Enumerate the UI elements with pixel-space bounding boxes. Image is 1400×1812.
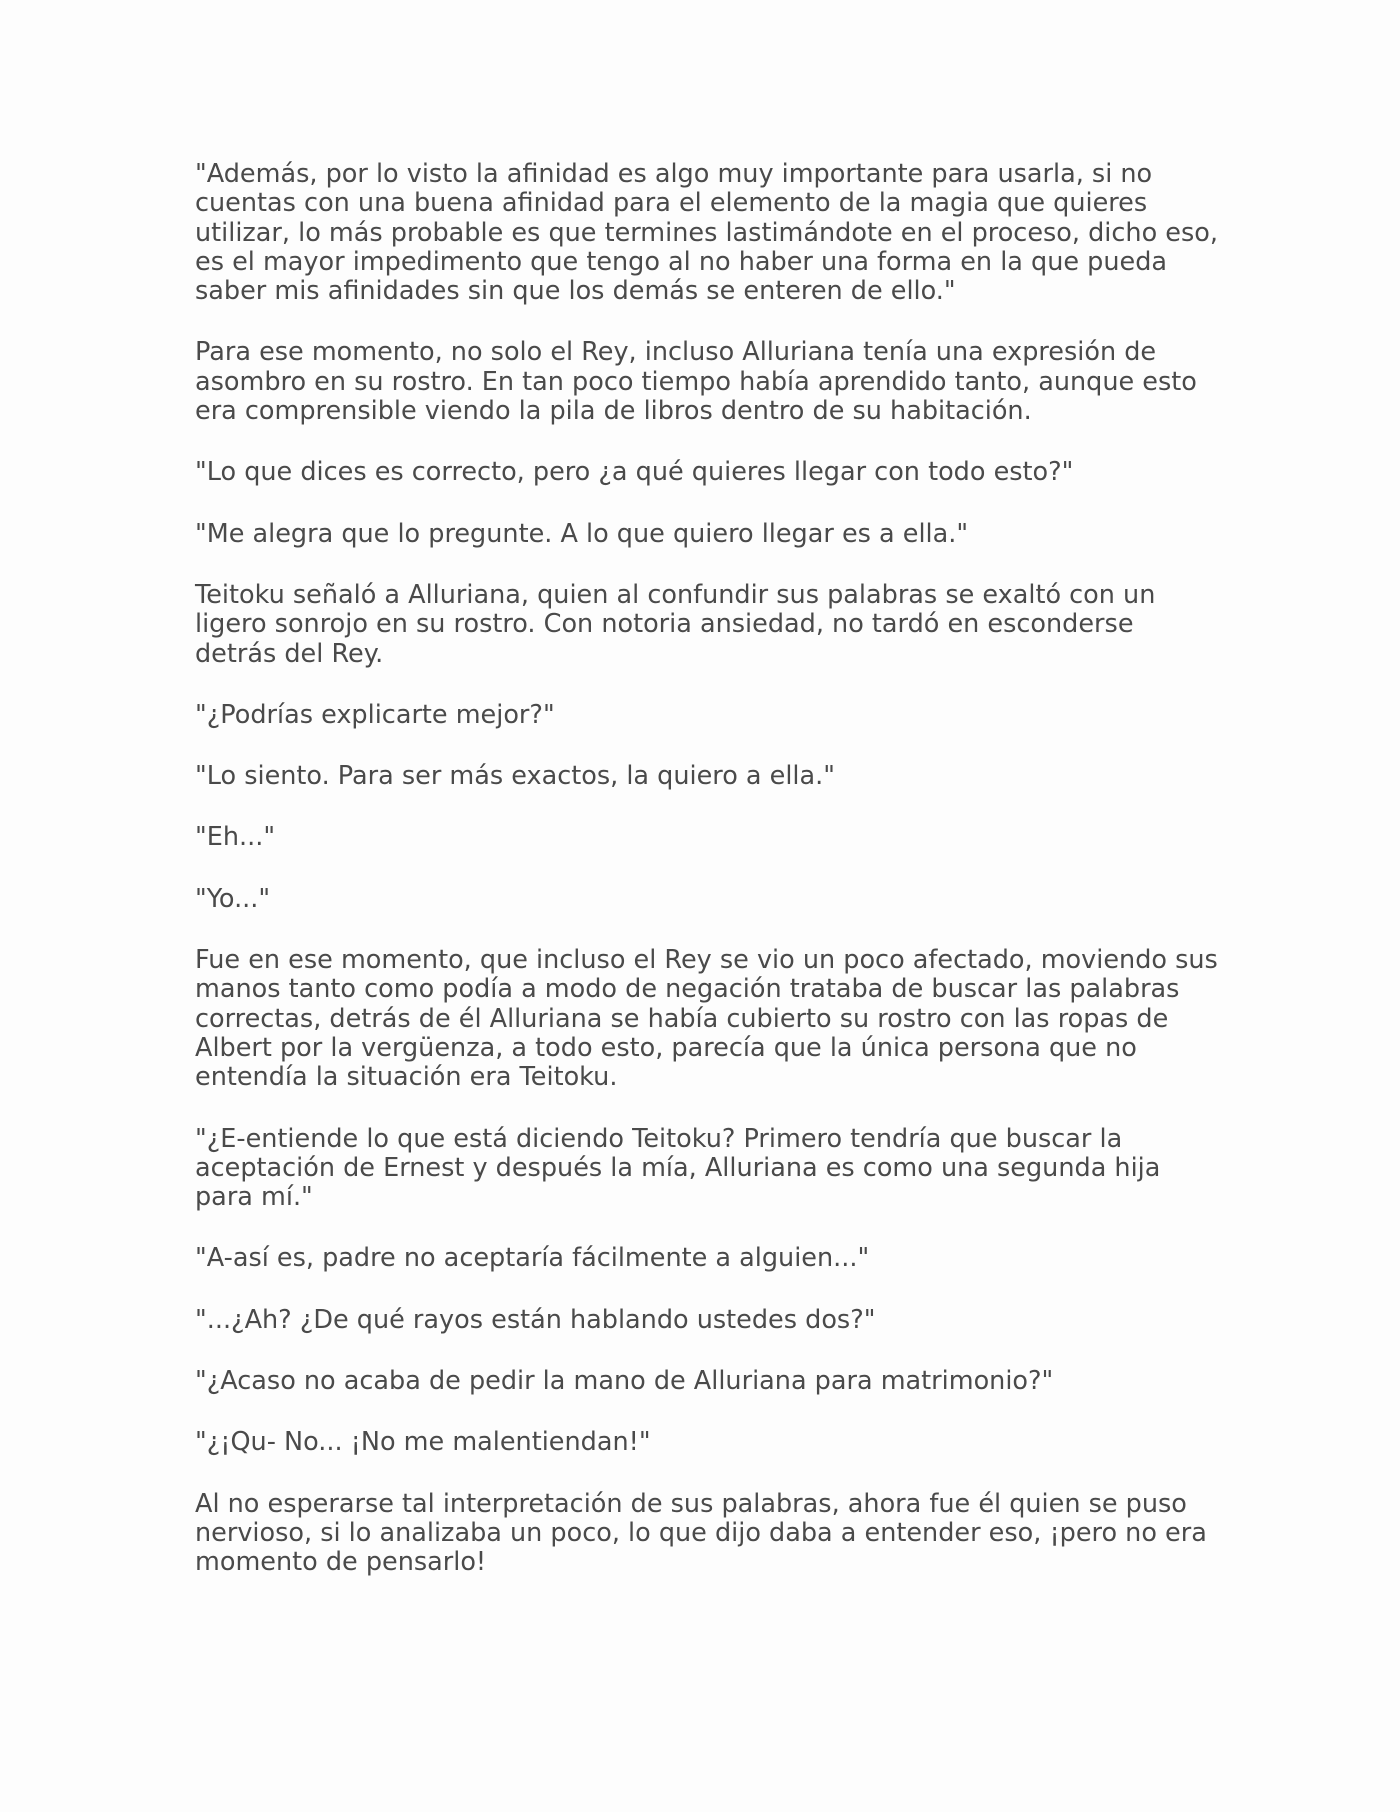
document-page <box>195 160 1220 1610</box>
paragraph: "Además, por lo visto la afinidad es algo muy importante para usarla, si no cuentas con una buena afinidad para el elemento de la magia que quieres utilizar, lo más probable es que termines lastimándote en el proceso, dicho eso, es el mayor impedimento que tengo al no haber una forma en la que pueda saber mis afinidades sin que los demás se enteren de ello." <box>195 159 1218 307</box>
paragraph: Al no esperarse tal interpretación de sus palabras, ahora fue él quien se puso nervioso, si lo analizaba un poco, lo que dijo daba a entender eso, ¡pero no era momento de pensarlo! <box>195 1488 1207 1578</box>
paragraph: "¿Acaso no acaba de pedir la mano de Alluriana para matrimonio?" <box>195 1366 1054 1397</box>
paragraph: "¿¡Qu- No... ¡No me malentiendan!" <box>195 1427 651 1458</box>
paragraph: Teitoku señaló a Alluriana, quien al confundir sus palabras se exaltó con un ligero sonrojo en su rostro. Con notoria ansiedad, no tardó en esconderse detrás del Rey. <box>195 579 1156 669</box>
paragraph: "Lo siento. Para ser más exactos, la quiero a ella." <box>195 761 835 792</box>
paragraph: "Eh..." <box>195 822 276 853</box>
paragraph: "A-así es, padre no aceptaría fácilmente a alguien..." <box>195 1243 870 1274</box>
paragraph: "Yo..." <box>195 883 271 914</box>
paragraph: "¿E-entiende lo que está diciendo Teitoku? Primero tendría que buscar la aceptación de Ernest y después la mía, Alluriana es como una segunda hija para mí." <box>195 1123 1161 1213</box>
paragraph: Fue en ese momento, que incluso el Rey se vio un poco afectado, moviendo sus manos tanto como podía a modo de negación trataba de buscar las palabras correctas, detrás de él Alluriana se había cubierto su rostro con las ropas de Albert por la vergüenza, a todo esto, parecía que la única persona que no entendía la situación era Teitoku. <box>195 945 1218 1093</box>
paragraph: "Lo que dices es correcto, pero ¿a qué quieres llegar con todo esto?" <box>195 457 1074 488</box>
paragraph: Para ese momento, no solo el Rey, incluso Alluriana tenía una expresión de asombro en su rostro. En tan poco tiempo había aprendido tanto, aunque esto era comprensible viendo la pila de libros dentro de su habitación. <box>195 337 1197 427</box>
paragraph: "...¿Ah? ¿De qué rayos están hablando ustedes dos?" <box>195 1304 876 1335</box>
paragraph: "¿Podrías explicarte mejor?" <box>195 699 555 730</box>
paragraph: "Me alegra que lo pregunte. A lo que quiero llegar es a ella." <box>195 518 969 549</box>
